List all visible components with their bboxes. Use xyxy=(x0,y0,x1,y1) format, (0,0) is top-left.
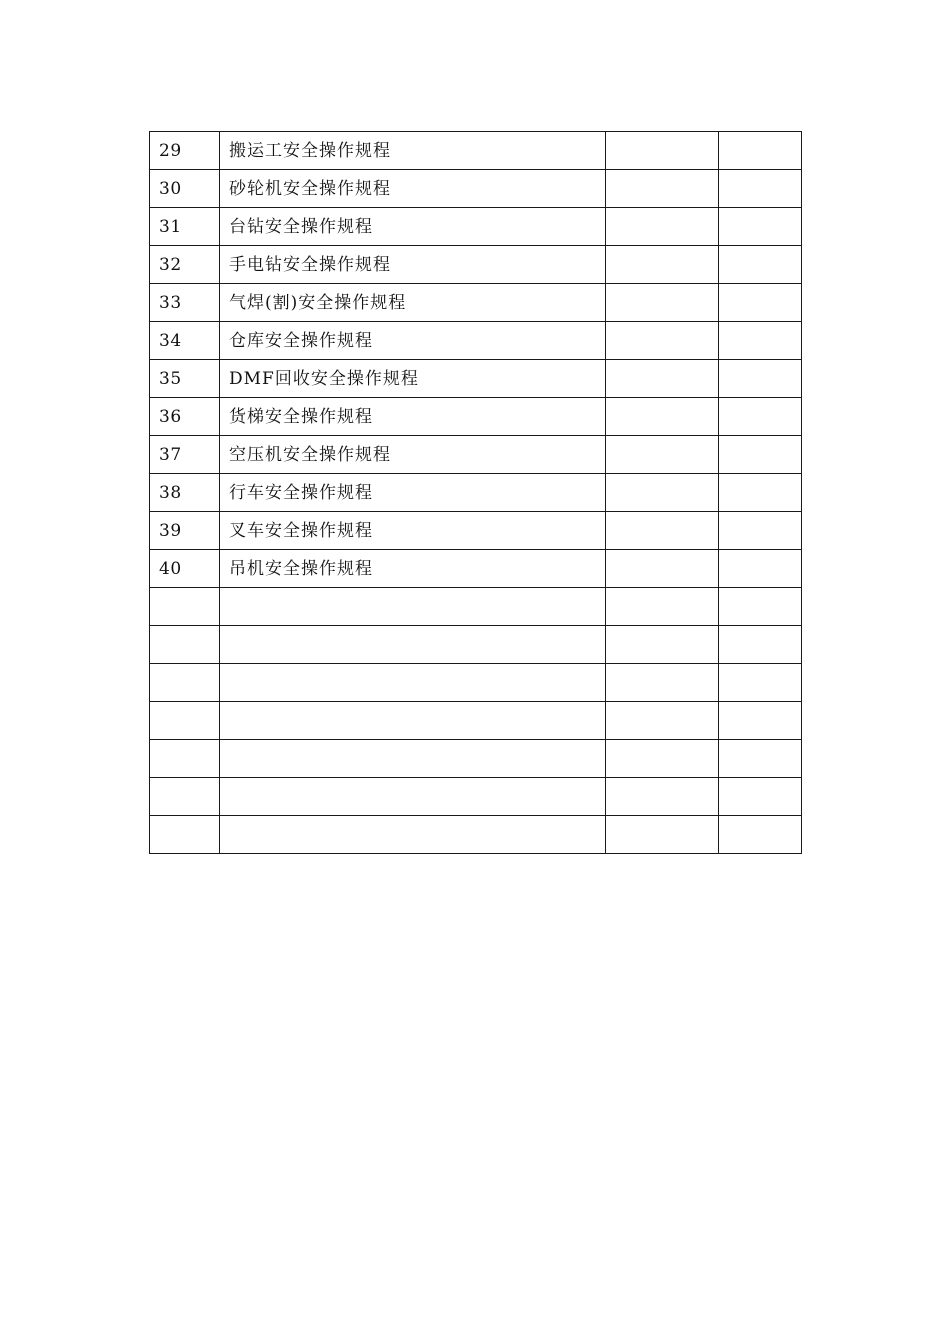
column-3-cell xyxy=(606,170,719,208)
table-row xyxy=(150,360,802,398)
regulation-name-cell: 叉车安全操作规程 xyxy=(220,512,606,550)
regulation-name-cell xyxy=(220,778,606,816)
column-3-cell xyxy=(606,702,719,740)
column-4-cell xyxy=(719,474,802,512)
row-number-cell xyxy=(150,664,220,702)
column-4-cell xyxy=(719,588,802,626)
row-number-cell: 33 xyxy=(150,284,220,322)
column-4-cell xyxy=(719,208,802,246)
table-row xyxy=(150,132,802,170)
table-row xyxy=(150,740,802,778)
column-3-cell xyxy=(606,208,719,246)
row-number-cell: 35 xyxy=(150,360,220,398)
column-4-cell xyxy=(719,246,802,284)
column-4-cell xyxy=(719,436,802,474)
regulations-table-body xyxy=(150,132,802,854)
regulation-name-cell: 行车安全操作规程 xyxy=(220,474,606,512)
column-3-cell xyxy=(606,588,719,626)
table-row xyxy=(150,550,802,588)
row-number-cell: 30 xyxy=(150,170,220,208)
row-number-cell: 38 xyxy=(150,474,220,512)
table-row xyxy=(150,284,802,322)
regulation-name-cell: 吊机安全操作规程 xyxy=(220,550,606,588)
regulation-name-cell: 搬运工安全操作规程 xyxy=(220,132,606,170)
column-3-cell xyxy=(606,284,719,322)
column-4-cell xyxy=(719,778,802,816)
table-row xyxy=(150,664,802,702)
column-3-cell xyxy=(606,664,719,702)
regulation-name-cell: 空压机安全操作规程 xyxy=(220,436,606,474)
table-row xyxy=(150,702,802,740)
column-3-cell xyxy=(606,512,719,550)
column-3-cell xyxy=(606,246,719,284)
regulation-name-cell xyxy=(220,626,606,664)
column-4-cell xyxy=(719,132,802,170)
regulation-name-cell: 气焊(割)安全操作规程 xyxy=(220,284,606,322)
row-number-cell: 31 xyxy=(150,208,220,246)
row-number-cell xyxy=(150,778,220,816)
regulation-name-cell: 手电钻安全操作规程 xyxy=(220,246,606,284)
row-number-cell: 36 xyxy=(150,398,220,436)
regulation-name-cell xyxy=(220,664,606,702)
column-3-cell xyxy=(606,360,719,398)
table-row xyxy=(150,436,802,474)
column-4-cell xyxy=(719,170,802,208)
row-number-cell: 37 xyxy=(150,436,220,474)
regulation-name-cell: 货梯安全操作规程 xyxy=(220,398,606,436)
row-number-cell: 40 xyxy=(150,550,220,588)
column-3-cell xyxy=(606,398,719,436)
table-row xyxy=(150,512,802,550)
regulation-name-cell xyxy=(220,588,606,626)
column-3-cell xyxy=(606,778,719,816)
row-number-cell xyxy=(150,626,220,664)
table-row xyxy=(150,322,802,360)
row-number-cell: 29 xyxy=(150,132,220,170)
column-4-cell xyxy=(719,702,802,740)
column-3-cell xyxy=(606,740,719,778)
row-number-cell: 39 xyxy=(150,512,220,550)
table-row xyxy=(150,398,802,436)
regulation-name-cell xyxy=(220,702,606,740)
column-3-cell xyxy=(606,626,719,664)
column-3-cell xyxy=(606,436,719,474)
column-3-cell xyxy=(606,550,719,588)
regulation-name-cell: 砂轮机安全操作规程 xyxy=(220,170,606,208)
regulation-name-cell xyxy=(220,816,606,854)
row-number-cell xyxy=(150,740,220,778)
table-row xyxy=(150,246,802,284)
column-3-cell xyxy=(606,132,719,170)
table-row xyxy=(150,208,802,246)
column-3-cell xyxy=(606,474,719,512)
table-row xyxy=(150,474,802,512)
row-number-cell: 32 xyxy=(150,246,220,284)
regulation-name-cell: DMF回收安全操作规程 xyxy=(220,360,606,398)
regulations-table xyxy=(149,131,802,854)
column-4-cell xyxy=(719,740,802,778)
column-4-cell xyxy=(719,550,802,588)
row-number-cell xyxy=(150,588,220,626)
table-row xyxy=(150,816,802,854)
row-number-cell xyxy=(150,702,220,740)
table-row xyxy=(150,170,802,208)
column-3-cell xyxy=(606,816,719,854)
column-4-cell xyxy=(719,512,802,550)
column-4-cell xyxy=(719,664,802,702)
column-4-cell xyxy=(719,360,802,398)
table-row xyxy=(150,778,802,816)
table-row xyxy=(150,626,802,664)
regulation-name-cell xyxy=(220,740,606,778)
column-4-cell xyxy=(719,322,802,360)
column-4-cell xyxy=(719,626,802,664)
table-row xyxy=(150,588,802,626)
column-4-cell xyxy=(719,398,802,436)
column-3-cell xyxy=(606,322,719,360)
regulation-name-cell: 台钻安全操作规程 xyxy=(220,208,606,246)
regulation-name-cell: 仓库安全操作规程 xyxy=(220,322,606,360)
row-number-cell: 34 xyxy=(150,322,220,360)
column-4-cell xyxy=(719,816,802,854)
row-number-cell xyxy=(150,816,220,854)
column-4-cell xyxy=(719,284,802,322)
